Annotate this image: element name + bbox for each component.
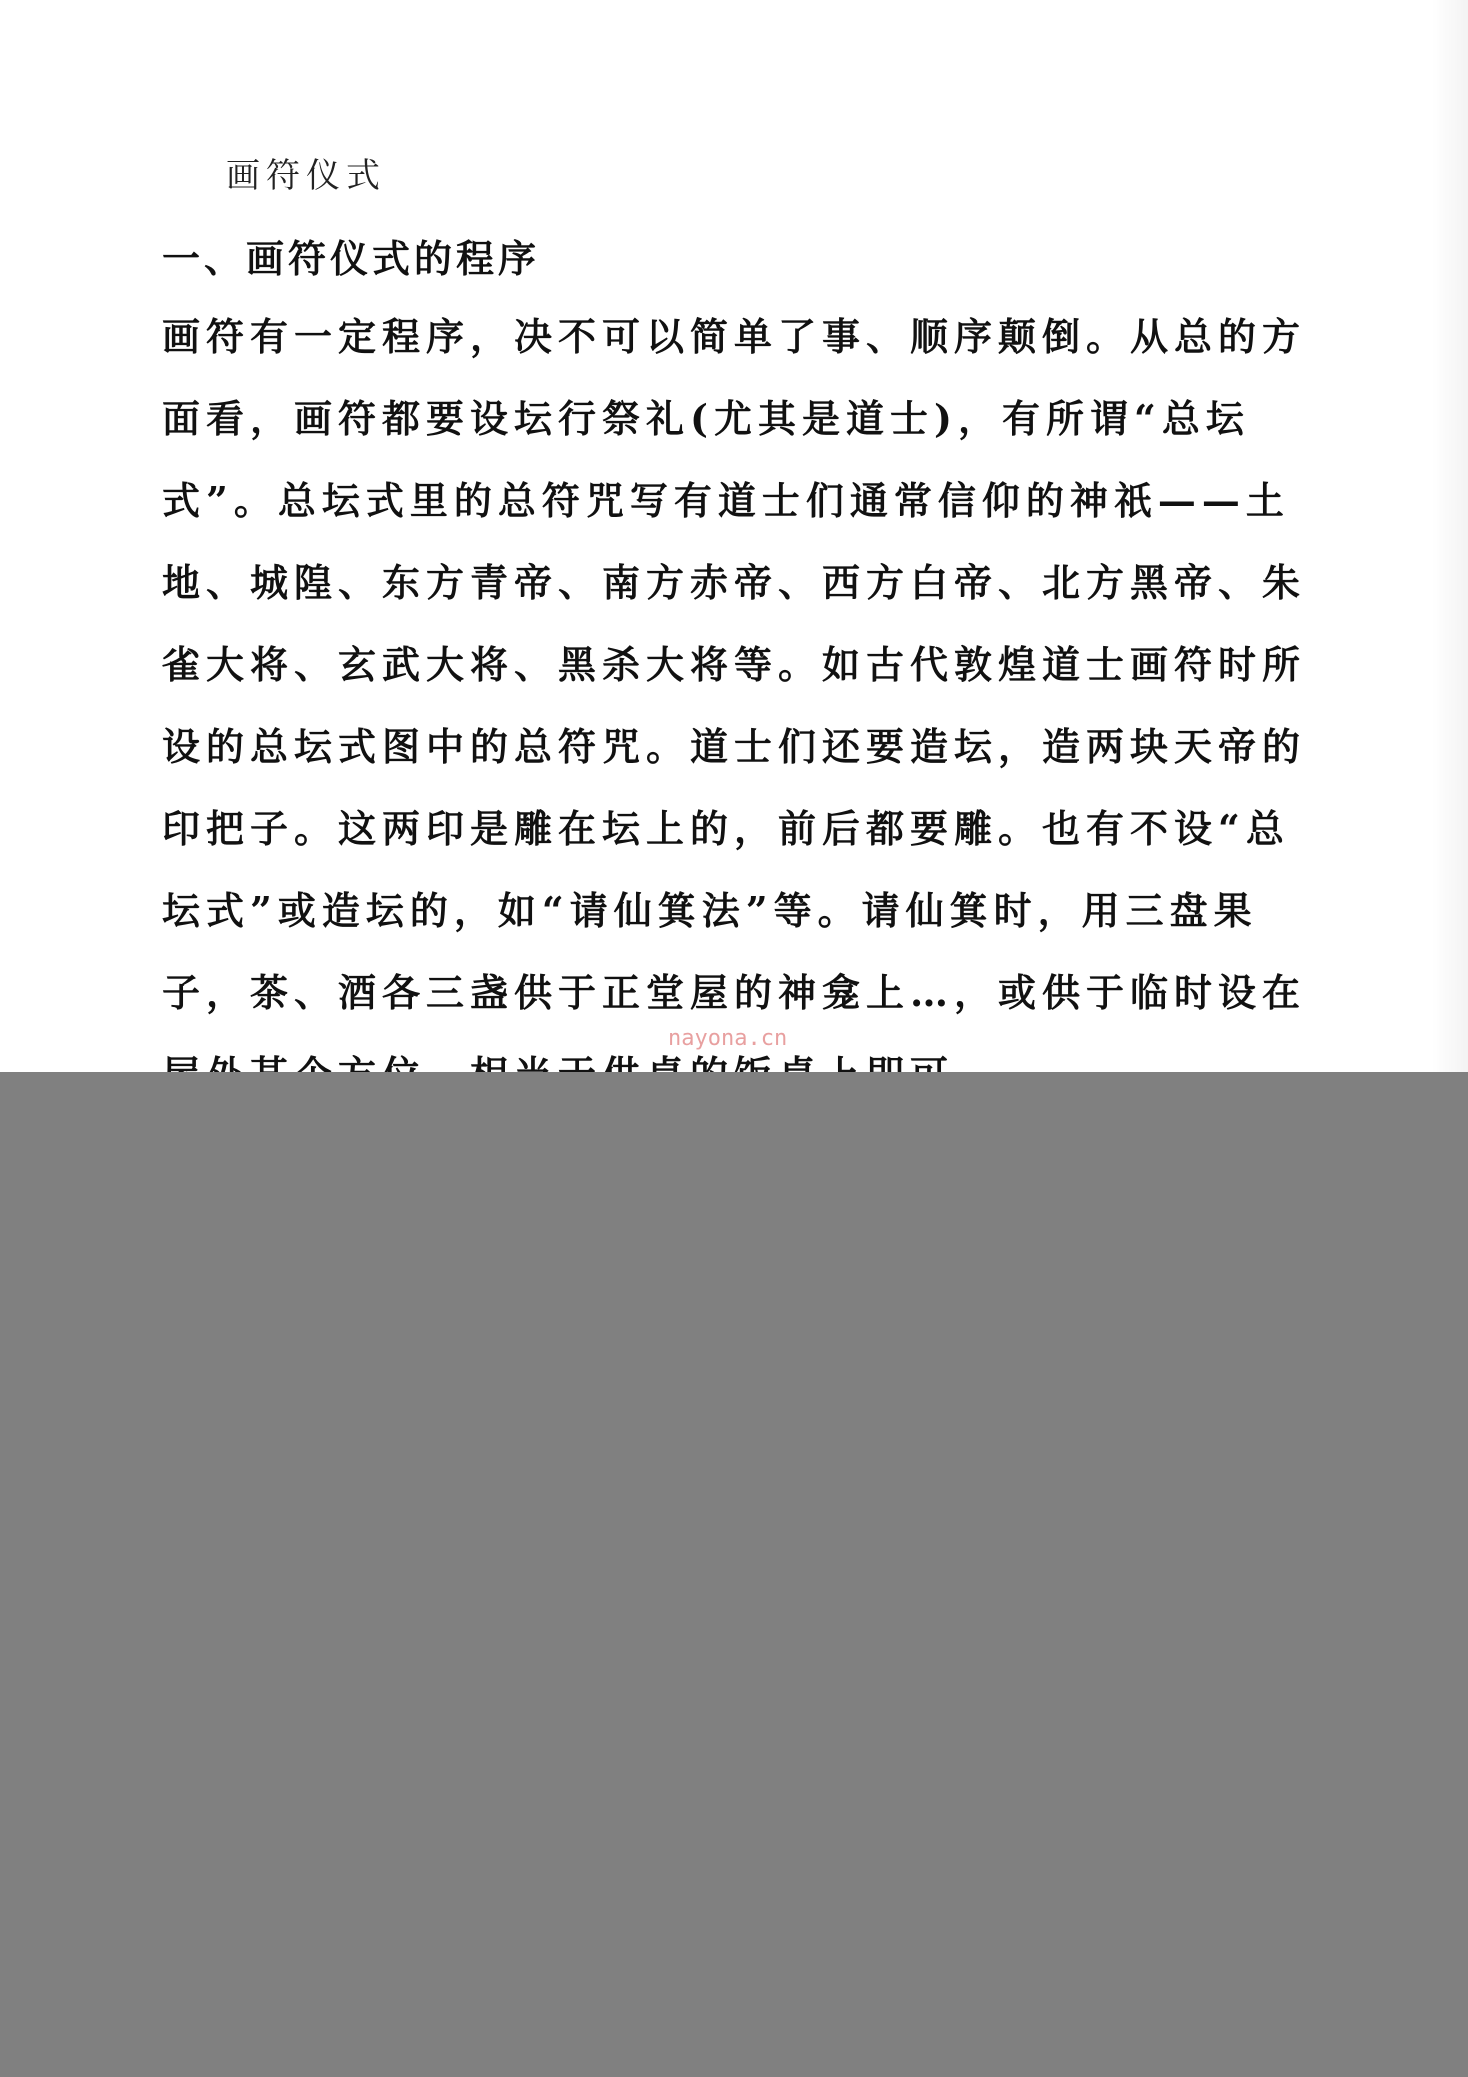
body-line: 式”。总坛式里的总符咒写有道士们通常信仰的神祇——土 xyxy=(162,478,1290,523)
body-line: 地、城隍、东方青帝、南方赤帝、西方白帝、北方黑帝、朱 xyxy=(162,560,1307,605)
body-line: 画符有一定程序，决不可以简单了事、顺序颠倒。从总的方 xyxy=(162,314,1307,359)
body-line: 子，茶、酒各三盏供于正堂屋的神龛上…，或供于临时设在 xyxy=(162,970,1307,1015)
watermark-text: nayona.cn xyxy=(668,1026,788,1051)
gray-overlay-region xyxy=(0,1072,1468,2077)
body-line: 雀大将、玄武大将、黑杀大将等。如古代敦煌道士画符时所 xyxy=(162,642,1307,687)
body-line: 印把子。这两印是雕在坛上的，前后都要雕。也有不设“总 xyxy=(162,806,1290,851)
page-edge-shadow xyxy=(1432,0,1468,1072)
section-heading: 一、画符仪式的程序 xyxy=(162,236,541,281)
document-title: 画符仪式 xyxy=(226,156,386,196)
body-line: 设的总坛式图中的总符咒。道士们还要造坛，造两块天帝的 xyxy=(162,724,1307,769)
body-line: 坛式”或造坛的，如“请仙箕法”等。请仙箕时，用三盘果 xyxy=(162,888,1258,933)
body-line: 面看，画符都要设坛行祭礼(尤其是道士)，有所谓“总坛 xyxy=(162,396,1250,441)
